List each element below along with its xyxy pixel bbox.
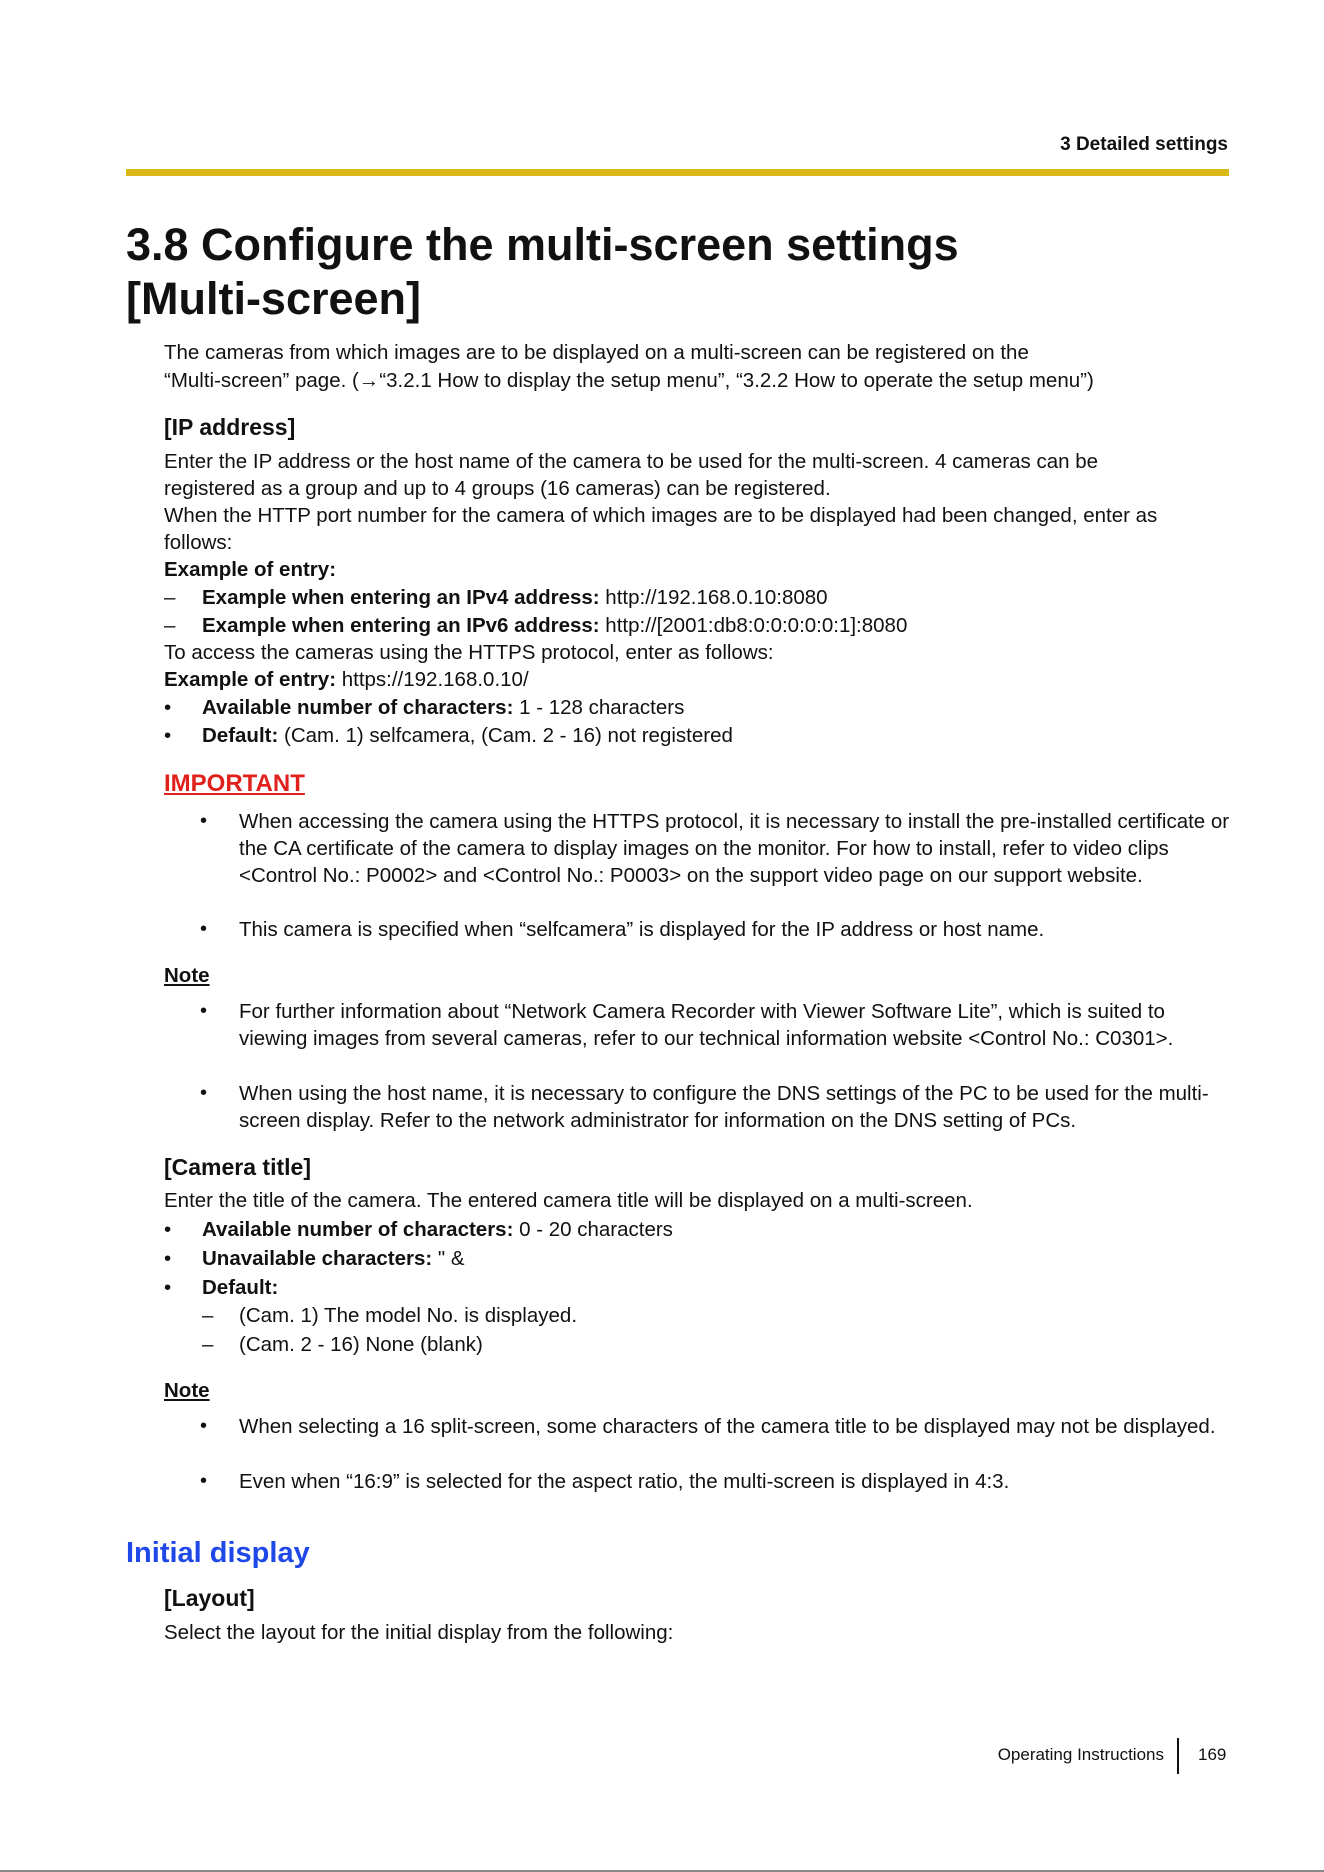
https-value: https://192.168.0.10/ [336,668,529,691]
intro-line-2: “Multi-screen” page. (→“3.2.1 How to display the setup menu”, “3.2.2 How to operate the setup menu”) [164,369,1094,392]
header-rule [126,169,1229,176]
camtitle-default-1: (Cam. 1) The model No. is displayed. [239,1304,578,1327]
title-line-1: 3.8 Configure the multi-screen settings [126,219,959,270]
camtitle-unavailable-chars [202,1245,465,1272]
bullet-marker: • [164,696,172,719]
https-example [164,666,529,693]
important-bullet-2: This camera is specified when “selfcamera” is displayed for the IP address or host name. [239,918,1045,941]
dash-marker: – [202,1304,214,1327]
note1-bullet-2: When using the host name, it is necessary to configure the DNS settings of the PC to be used for the multi-screen display. Refer to the network administrator for information on the DNS setting of PCs. [239,1082,1209,1132]
ipv4-value: http://192.168.0.10:8080 [599,586,828,609]
ip-default-label: Default: [202,724,279,747]
bullet-marker: • [200,918,208,940]
ip-address-heading: [IP address] [164,414,296,440]
note2-bullet-2: Even when “16:9” is selected for the aspect ratio, the multi-screen is displayed in 4:3. [239,1470,1010,1493]
camtitle-unavail-value: " & [432,1247,465,1270]
ip-para1-line2: registered as a group and up to 4 groups (16 cameras) can be registered. [164,477,831,500]
title-line-2: [Multi-screen] [126,273,422,324]
bullet-marker: • [164,1276,172,1299]
ip-default-value: (Cam. 1) selfcamera, (Cam. 2 - 16) not registered [278,724,733,747]
ip-default [202,722,733,749]
footer-divider [1177,1738,1179,1774]
bullet-marker: • [200,810,208,832]
example-label: Example of entry: [164,558,337,581]
page-title [126,218,1226,326]
camera-title-para: Enter the title of the camera. The entered camera title will be displayed on a multi-screen. [164,1189,973,1212]
ip-avail-value: 1 - 128 characters [513,696,685,719]
camtitle-avail-label: Available number of characters: [202,1218,514,1241]
dash-marker: – [164,586,176,609]
page-number: 169 [1198,1745,1227,1764]
https-label: Example of entry: [164,668,337,691]
note1-bullet-1: For further information about “Network Camera Recorder with Viewer Software Lite”, which is suited to viewing images from several cameras, refer to our technical information website <Control No.: C0301>. [239,1000,1174,1050]
intro-line-1: The cameras from which images are to be displayed on a multi-screen can be registered on the [164,341,1029,364]
bullet-marker: • [200,1000,208,1022]
note2-bullet-1: When selecting a 16 split-screen, some characters of the camera title to be displayed may not be displayed. [239,1415,1216,1438]
ip-para2-line2: follows: [164,531,233,554]
bullet-marker: • [164,1218,172,1241]
ipv6-value: http://[2001:db8:0:0:0:0:0:1]:8080 [599,614,908,637]
layout-heading: [Layout] [164,1585,255,1611]
ipv6-example [202,612,907,639]
footer-doc-name: Operating Instructions [997,1745,1164,1764]
note-label-2: Note [164,1379,210,1402]
dash-marker: – [164,614,176,637]
camtitle-default-2: (Cam. 2 - 16) None (blank) [239,1333,483,1356]
ip-para2-line1: When the HTTP port number for the camera of which images are to be displayed had been changed, enter as [164,504,1158,527]
initial-display-heading: Initial display [126,1537,310,1569]
ip-para1-line1: Enter the IP address or the host name of the camera to be used for the multi-screen. 4 cameras can be [164,450,1099,473]
https-line: To access the cameras using the HTTPS protocol, enter as follows: [164,641,774,664]
camtitle-unavail-label: Unavailable characters: [202,1247,433,1270]
important-bullet-1: When accessing the camera using the HTTPS protocol, it is necessary to install the pre-installed certificate or the CA certificate of the camera to display images on the monitor. For how to install, refer to video clips <Control No.: P0002> and <Control No.: P0003> on the support video page on our support website. [239,810,1230,887]
dash-marker: – [202,1333,214,1356]
note-label-1: Note [164,964,210,987]
bullet-marker: • [200,1470,208,1492]
camtitle-available-chars [202,1216,673,1243]
bullet-marker: • [200,1082,208,1104]
ipv4-example [202,584,828,611]
ipv6-label: Example when entering an IPv6 address: [202,614,600,637]
bullet-marker: • [200,1415,208,1437]
ip-available-chars [202,694,684,721]
camtitle-default-label: Default: [202,1276,279,1299]
bullet-marker: • [164,1247,172,1270]
camtitle-avail-value: 0 - 20 characters [513,1218,673,1241]
ip-avail-label: Available number of characters: [202,696,514,719]
ipv4-label: Example when entering an IPv4 address: [202,586,600,609]
camera-title-heading: [Camera title] [164,1154,311,1180]
chapter-header: 3 Detailed settings [1060,134,1228,155]
bullet-marker: • [164,724,172,747]
layout-text: Select the layout for the initial display from the following: [164,1621,674,1644]
important-label: IMPORTANT [164,770,305,797]
